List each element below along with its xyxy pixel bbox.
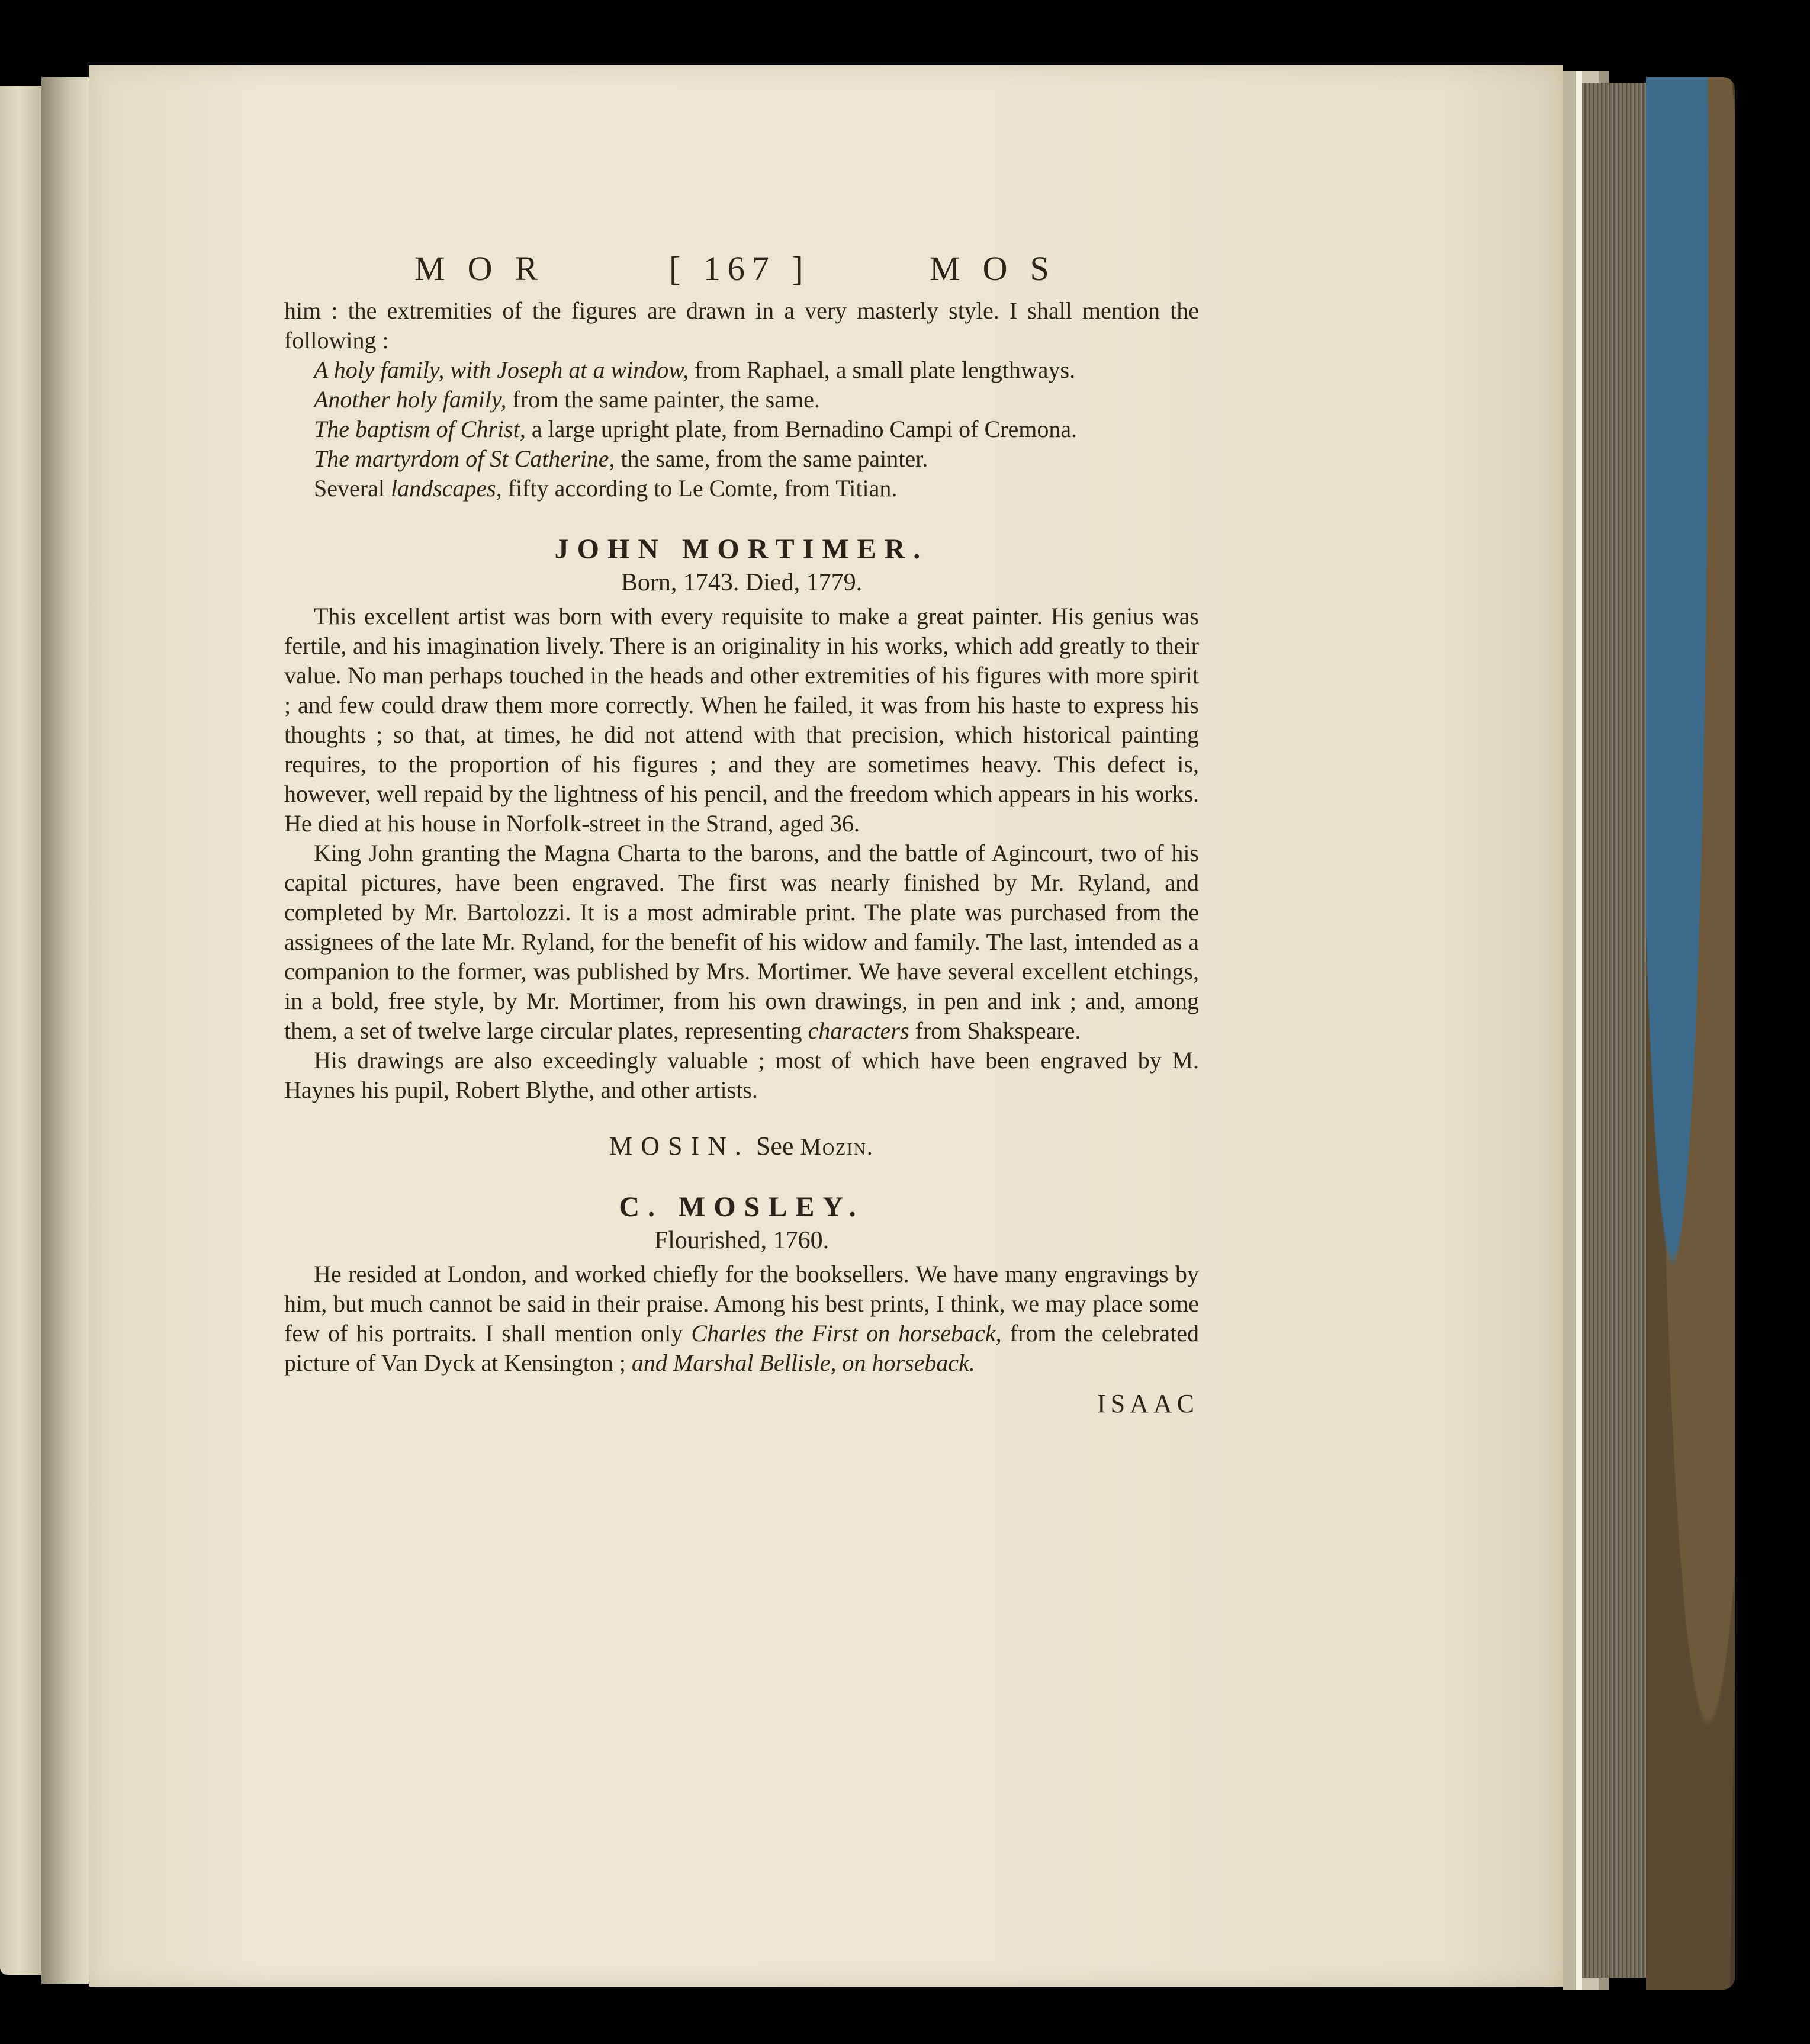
marbled-cover-board <box>1646 77 1735 1990</box>
entry-heading-mosley: C. MOSLEY. <box>619 1191 864 1223</box>
entry-heading-mortimer: JOHN MORTIMER. <box>554 534 929 565</box>
header-left: MOR <box>414 249 561 288</box>
cross-reference-mosin: MOSIN. See Mozin. <box>609 1132 874 1161</box>
book-gutter <box>41 77 95 1984</box>
work-entry: The baptism of Christ, a large upright plate, from Bernadino Campi of Cremona. <box>314 416 1078 442</box>
biography-paragraph: His drawings are also exceedingly valuable ; most of which have been engraved by M. Haynes his pupil, Robert Blythe, and other artists. <box>284 1047 1199 1103</box>
header-right: MOS <box>930 249 1072 288</box>
work-entry: A holy family, with Joseph at a window, from Raphael, a small plate lengthways. <box>314 356 1076 383</box>
biography-paragraph: This excellent artist was born with every requisite to make a great painter. His genius was fertile, and his imagination lively. There is an originality in his works, which add greatly to their value. No man perhaps touched in the heads and other extremities of his figures with more spirit ; and few could draw them more correctly. When he failed, it was from his haste to express his thoughts ; so that, at times, he did not attend with that precision, which historical painting requires, to the proportion of his figures ; and they are sometimes heavy. This defect is, however, well repaid by the lightness of his pencil, and the freedom which appears in his works. He died at his house in Norfolk-street in the Strand, aged 36. <box>284 603 1199 837</box>
biography-paragraph: He resided at London, and worked chiefly for the booksellers. We have many engravings by him, but much cannot be said in their praise. Among his best prints, I think, we may place some few of his portraits. I shall mention only Charles the First on horseback, from the celebrated picture of Van Dyck at Kensington ; and Marshal Bellisle, on horseback. <box>284 1261 1200 1376</box>
catchword: ISAAC <box>1097 1389 1199 1418</box>
text-block-edges <box>1582 83 1647 1978</box>
running-header <box>284 249 1199 296</box>
page-number: [ 167 ] <box>669 249 811 288</box>
page-edge <box>1576 71 1582 1990</box>
work-entry: Several landscapes, fifty according to Le Comte, from Titian. <box>314 475 898 502</box>
entry-dates: Flourished, 1760. <box>654 1227 830 1254</box>
work-entry: The martyrdom of St Catherine, the same, from the same painter. <box>314 445 928 472</box>
facing-page-edge <box>0 86 47 1975</box>
work-entry: Another holy family, from the same painter, the same. <box>314 386 820 413</box>
biography-paragraph: King John granting the Magna Charta to the barons, and the battle of Agincourt, two of his capital pictures, have been engraved. The first was nearly finished by Mr. Ryland, and completed by Mr. Bartolozzi. It is a most admirable print. The plate was purchased from the assignees of the late Mr. Ryland, for the benefit of his widow and family. The last, intended as a companion to the former, was published by Mrs. Mortimer. We have several excellent etchings, in a bold, free style, by Mr. Mortimer, from his own drawings, in pen and ink ; and, among them, a set of twelve large circular plates, representing characters from Shakspeare. <box>284 840 1199 1044</box>
entry-dates: Born, 1743. Died, 1779. <box>621 569 863 596</box>
intro-paragraph: him : the extremities of the figures are drawn in a very masterly style. I shall mention the following : <box>284 297 1199 353</box>
page-edge <box>1563 71 1576 1990</box>
page-content <box>284 249 1199 1419</box>
